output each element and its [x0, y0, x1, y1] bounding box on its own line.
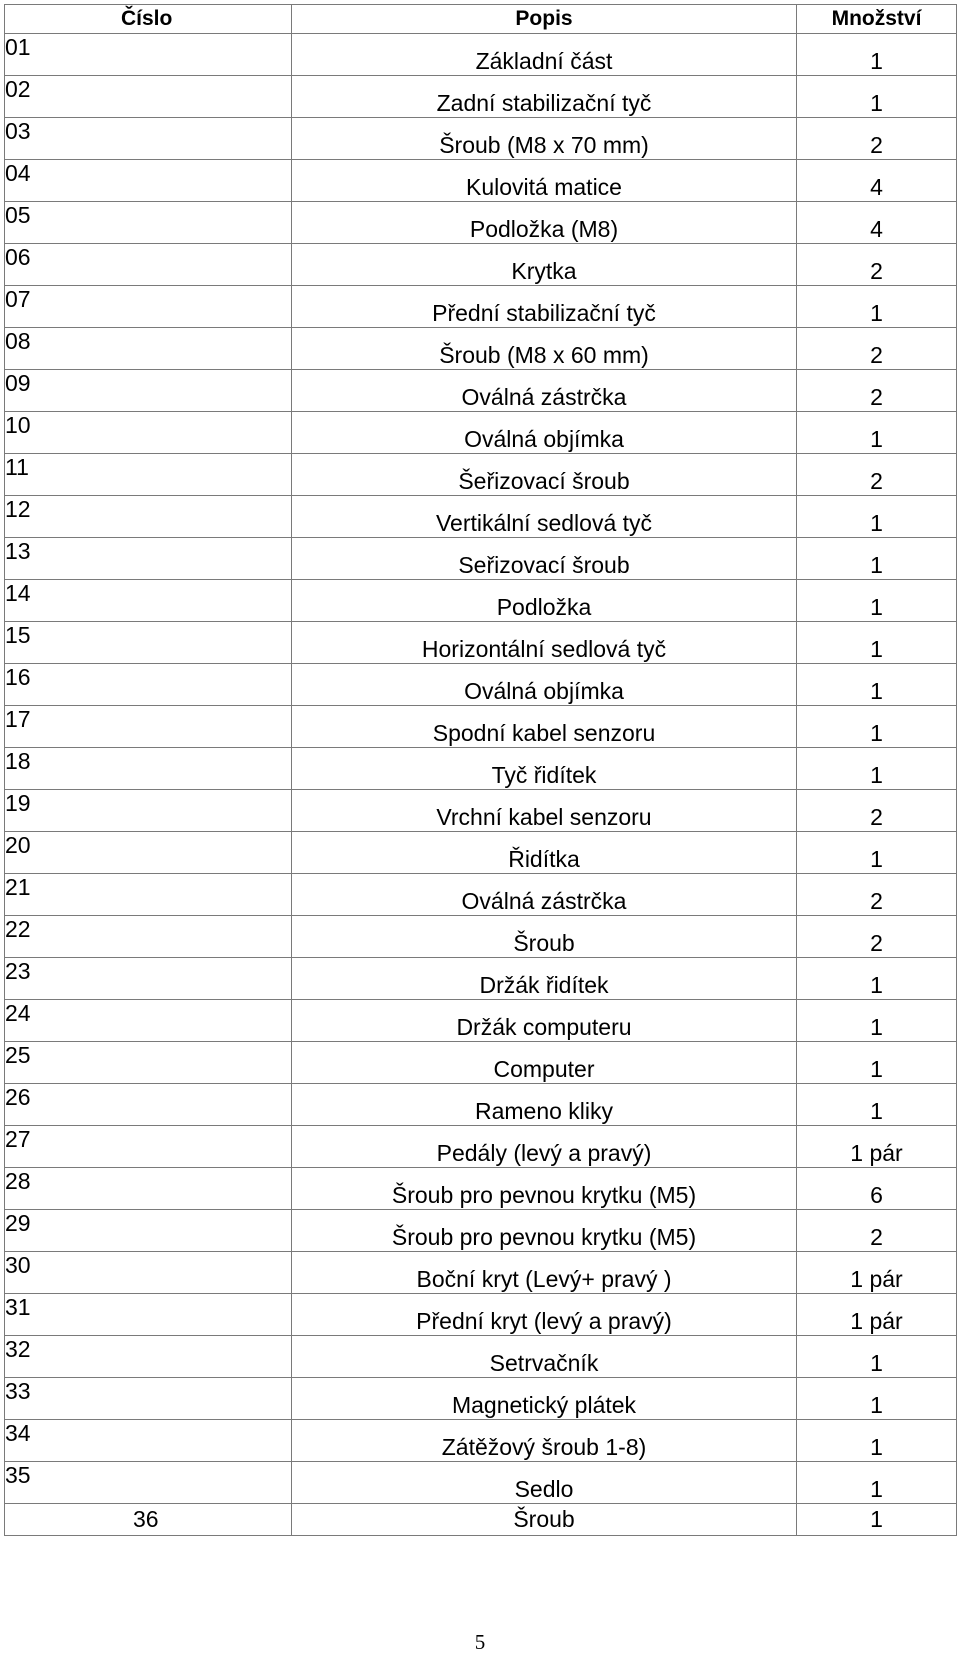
row-description: Vertikální sedlová tyč [292, 496, 797, 538]
row-quantity: 1 [797, 622, 957, 664]
table-row [5, 832, 957, 874]
table-row [5, 1336, 957, 1378]
row-number: 22 [5, 916, 292, 958]
row-number: 25 [5, 1042, 292, 1084]
row-number: 33 [5, 1378, 292, 1420]
row-description: Spodní kabel senzoru [292, 706, 797, 748]
row-description: Šroub [292, 916, 797, 958]
row-number: 29 [5, 1210, 292, 1252]
row-description: Šroub (M8 x 70 mm) [292, 118, 797, 160]
row-description: Computer [292, 1042, 797, 1084]
row-description: Šroub pro pevnou krytku (M5) [292, 1168, 797, 1210]
row-description: Vrchní kabel senzoru [292, 790, 797, 832]
row-number: 04 [5, 160, 292, 202]
row-description: Zadní stabilizační tyč [292, 76, 797, 118]
row-description: Horizontální sedlová tyč [292, 622, 797, 664]
table-row [5, 538, 957, 580]
row-number: 19 [5, 790, 292, 832]
row-number: 17 [5, 706, 292, 748]
table-row [5, 1168, 957, 1210]
table-row [5, 706, 957, 748]
column-header-description: Popis [292, 5, 797, 34]
row-number: 35 [5, 1462, 292, 1504]
row-description: Přední stabilizační tyč [292, 286, 797, 328]
table-row [5, 328, 957, 370]
row-description: Držák computeru [292, 1000, 797, 1042]
row-number: 34 [5, 1420, 292, 1462]
row-quantity: 1 [797, 1336, 957, 1378]
row-quantity: 1 [797, 1000, 957, 1042]
row-number: 05 [5, 202, 292, 244]
row-quantity: 4 [797, 160, 957, 202]
row-description: Seřizovací šroub [292, 538, 797, 580]
row-description: Oválná objímka [292, 412, 797, 454]
column-header-number: Číslo [5, 5, 292, 34]
table-row [5, 1420, 957, 1462]
row-number: 06 [5, 244, 292, 286]
row-quantity: 1 [797, 958, 957, 1000]
row-description: Podložka (M8) [292, 202, 797, 244]
row-description: Šroub (M8 x 60 mm) [292, 328, 797, 370]
row-quantity: 1 [797, 412, 957, 454]
table-row [5, 118, 957, 160]
row-quantity: 1 [797, 1084, 957, 1126]
table-row [5, 1294, 957, 1336]
row-description: Zátěžový šroub 1-8) [292, 1420, 797, 1462]
row-description: Pedály (levý a pravý) [292, 1126, 797, 1168]
row-quantity: 1 [797, 706, 957, 748]
row-description: Šroub pro pevnou krytku (M5) [292, 1210, 797, 1252]
row-number: 01 [5, 34, 292, 76]
parts-list-document [4, 4, 956, 1536]
row-quantity: 1 [797, 832, 957, 874]
row-description: Tyč řidítek [292, 748, 797, 790]
table-row [5, 76, 957, 118]
table-row [5, 1462, 957, 1504]
table-body [5, 34, 957, 1536]
row-number: 21 [5, 874, 292, 916]
table-row [5, 664, 957, 706]
table-row [5, 370, 957, 412]
row-description: Oválná zástrčka [292, 370, 797, 412]
row-quantity: 1 [797, 1042, 957, 1084]
row-description: Sedlo [292, 1462, 797, 1504]
row-quantity: 1 [797, 748, 957, 790]
row-number: 28 [5, 1168, 292, 1210]
table-row [5, 496, 957, 538]
table-row [5, 412, 957, 454]
row-quantity: 2 [797, 370, 957, 412]
row-number: 24 [5, 1000, 292, 1042]
row-quantity: 1 [797, 538, 957, 580]
row-number: 15 [5, 622, 292, 664]
row-quantity: 1 [797, 1504, 957, 1536]
row-quantity: 2 [797, 916, 957, 958]
row-quantity: 4 [797, 202, 957, 244]
row-quantity: 2 [797, 118, 957, 160]
table-row [5, 958, 957, 1000]
row-description: Rameno kliky [292, 1084, 797, 1126]
table-row [5, 1000, 957, 1042]
row-number: 31 [5, 1294, 292, 1336]
row-quantity: 1 [797, 1420, 957, 1462]
row-description: Řidítka [292, 832, 797, 874]
row-quantity: 2 [797, 454, 957, 496]
table-row [5, 874, 957, 916]
table-row [5, 34, 957, 76]
row-quantity: 2 [797, 790, 957, 832]
table-row [5, 1084, 957, 1126]
row-description: Oválná objímka [292, 664, 797, 706]
table-row [5, 790, 957, 832]
row-quantity: 1 [797, 286, 957, 328]
row-number: 23 [5, 958, 292, 1000]
row-quantity: 1 [797, 1378, 957, 1420]
page-number: 5 [474, 1630, 486, 1654]
row-number: 18 [5, 748, 292, 790]
row-quantity: 1 [797, 580, 957, 622]
row-description: Krytka [292, 244, 797, 286]
row-number: 11 [5, 454, 292, 496]
table-row [5, 748, 957, 790]
row-number: 32 [5, 1336, 292, 1378]
row-description: Oválná zástrčka [292, 874, 797, 916]
table-row [5, 1210, 957, 1252]
row-number: 12 [5, 496, 292, 538]
row-number: 13 [5, 538, 292, 580]
row-quantity: 2 [797, 244, 957, 286]
table-row [5, 1042, 957, 1084]
row-number: 08 [5, 328, 292, 370]
row-description: Držák řidítek [292, 958, 797, 1000]
row-quantity: 1 pár [797, 1294, 957, 1336]
row-description: Základní část [292, 34, 797, 76]
row-quantity: 1 [797, 496, 957, 538]
table-row [5, 580, 957, 622]
row-number: 26 [5, 1084, 292, 1126]
table-row [5, 1378, 957, 1420]
header-row [5, 5, 957, 34]
row-description: Boční kryt (Levý+ pravý ) [292, 1252, 797, 1294]
row-description: Magnetický plátek [292, 1378, 797, 1420]
row-description: Šroub [292, 1504, 797, 1536]
table-row [5, 622, 957, 664]
table-row [5, 286, 957, 328]
row-quantity: 1 [797, 1462, 957, 1504]
row-quantity: 2 [797, 1210, 957, 1252]
row-description: Přední kryt (levý a pravý) [292, 1294, 797, 1336]
row-number: 03 [5, 118, 292, 160]
row-number: 10 [5, 412, 292, 454]
table-row [5, 1504, 957, 1536]
row-description: Podložka [292, 580, 797, 622]
row-quantity: 6 [797, 1168, 957, 1210]
row-number: 27 [5, 1126, 292, 1168]
row-quantity: 1 pár [797, 1252, 957, 1294]
table-row [5, 1252, 957, 1294]
row-quantity: 1 [797, 76, 957, 118]
row-quantity: 1 pár [797, 1126, 957, 1168]
row-number: 07 [5, 286, 292, 328]
row-quantity: 2 [797, 328, 957, 370]
row-quantity: 1 [797, 664, 957, 706]
row-number: 30 [5, 1252, 292, 1294]
table-row [5, 202, 957, 244]
row-quantity: 2 [797, 874, 957, 916]
row-quantity: 1 [797, 34, 957, 76]
row-number: 09 [5, 370, 292, 412]
table-row [5, 1126, 957, 1168]
table-header [5, 5, 957, 34]
row-number: 14 [5, 580, 292, 622]
row-number: 02 [5, 76, 292, 118]
parts-table [4, 4, 957, 1536]
table-row [5, 916, 957, 958]
row-description: Setrvačník [292, 1336, 797, 1378]
row-number: 16 [5, 664, 292, 706]
row-number: 36 [5, 1504, 292, 1536]
row-number: 20 [5, 832, 292, 874]
table-row [5, 244, 957, 286]
table-row [5, 454, 957, 496]
row-description: Kulovitá matice [292, 160, 797, 202]
row-description: Šeřizovací šroub [292, 454, 797, 496]
column-header-quantity: Množství [797, 5, 957, 34]
table-row [5, 160, 957, 202]
